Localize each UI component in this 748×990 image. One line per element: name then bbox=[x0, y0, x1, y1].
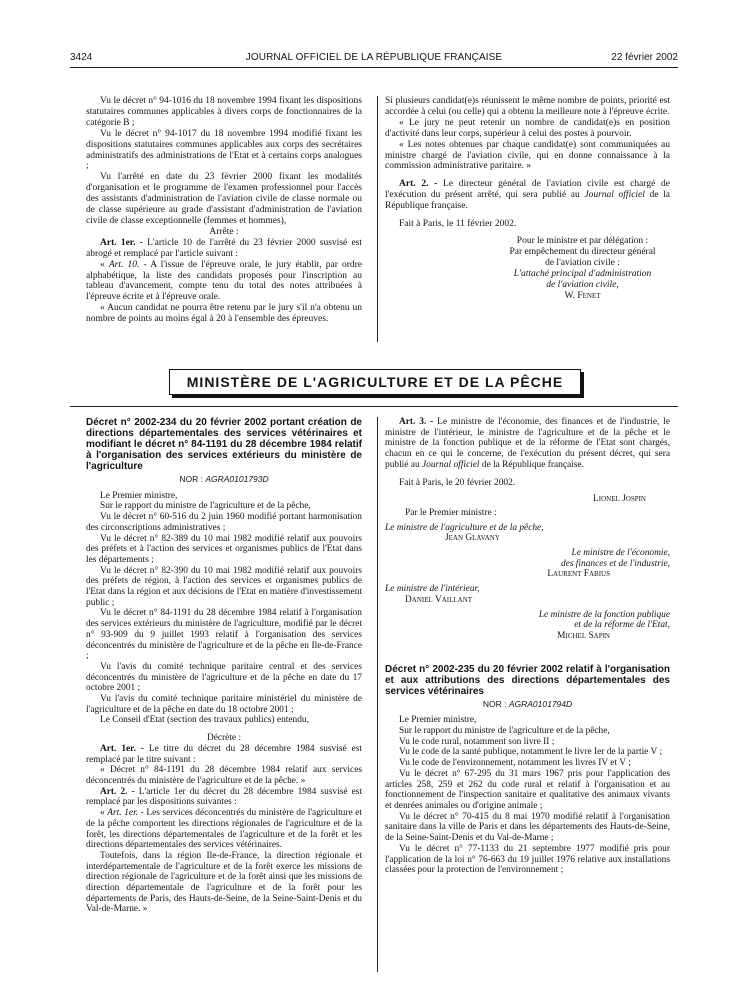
signature-line: Par le Premier ministre : bbox=[405, 507, 497, 518]
decree-1-signatures-column bbox=[385, 417, 670, 876]
paragraph: Si plusieurs candidat(e)s réunissent le même nombre de points, priorité est accordée à celui (ou celle) qui a obtenu la meilleure note à l'épreuve écrite. bbox=[385, 96, 670, 117]
signature-line: Le ministre de l'économie, bbox=[571, 548, 670, 559]
paragraph: Vu le décret n° 82-390 du 10 mai 1982 modifié relatif aux pouvoirs des préfets de région, à l'action des services et organismes publics de l'Etat dans la région et aux décisions de l'Etat en matière d'investissement public ; bbox=[86, 565, 362, 608]
paragraph: Vu le décret n° 84-1191 du 28 décembre 1984 relatif à l'organisation des services extérieurs du ministère de l'agriculture, modifié par le décret n° 93-909 du 9 juillet 1993 relatif à l'organisation des services déconcentrés du ministère de l'agriculture et de la pêche en Ile-de-France ; bbox=[86, 608, 362, 662]
article-1: Art. 1er. - L'article 10 de l'arrêté du 23 février 2000 susvisé est abrogé et remplacé par l'article suivant : bbox=[86, 237, 362, 259]
signature-line: Pour le ministre et par délégation : bbox=[516, 235, 649, 246]
signature-date: Fait à Paris, le 20 février 2002. bbox=[399, 477, 516, 488]
paragraph: « Les notes obtenues par chaque candidat(e) sont communiquées au ministre chargé de l'aviation civile, qui en donne connaissance à la commission administrative paritaire. » bbox=[385, 139, 670, 172]
signatory-name: Lionel Jospin bbox=[593, 494, 646, 505]
signature-line: Le ministre de l'intérieur, bbox=[385, 584, 480, 595]
article-10-quote: « Art. 10. - A l'issue de l'épreuve orale, le jury établit, par ordre alphabétique, la liste des candidats proposés pour l'inscription au tableau d'avancement, compte tenu du total des notes attribuées à l'épreuve écrite et à l'épreuve orale. bbox=[86, 259, 363, 303]
journal-title: JOURNAL OFFICIEL DE LA RÉPUBLIQUE FRANÇAISE bbox=[245, 52, 503, 63]
paragraph: Vu le décret n° 94-1017 du 18 novembre 1994 modifié fixant les dispositions statutaires communes applicables aux corps des secrétaires administratifs des administrations de l'Etat et à certains corps analogues ; bbox=[86, 128, 362, 172]
paragraph: Toutefois, dans la région Ile-de-France, la direction régionale et interdépartementale de l'agriculture et de la forêt exerce les missions de direction régionale de l'agriculture et de la forêt ainsi que les missions de direction départementale de l'agriculture et de la forêt pour les départements de Paris, des Hauts-de-Seine, de la Seine-Saint-Denis et du Val-de-Marne. » bbox=[86, 850, 362, 915]
paragraph: Vu le décret n° 94-1016 du 18 novembre 1994 fixant les dispositions statutaires communes applicables à divers corps de fonctionnaires de la catégorie B ; bbox=[86, 96, 362, 128]
paragraph: Vu le décret n° 82-389 du 10 mai 1982 modifié relatif aux pouvoirs des préfets et à l'action des services et organismes publics de l'Etat dans les départements ; bbox=[86, 533, 362, 565]
paragraph: Vu l'avis du comité technique paritaire ministériel du ministère de l'agriculture et de la pêche en date du 18 octobre 2001 ; bbox=[86, 694, 362, 715]
article-1: Art. 1er. - Le titre du décret du 28 décembre 1984 susvisé est remplacé par le titre suivant : bbox=[86, 743, 362, 765]
article-2: Art. 2. - Le directeur général de l'aviation civile est chargé de l'exécution du présent arrêté, qui sera publié au Journal officiel de la République française. bbox=[385, 179, 670, 212]
signatory-name: Daniel Vaillant bbox=[405, 594, 473, 605]
decree-2-title: Décret n° 2002-235 du 20 février 2002 relatif à l'organisation et aux attributions des directions départementales des services vétérinaires bbox=[385, 663, 670, 697]
decree-1-nor: NOR : AGRA0101793D bbox=[179, 474, 269, 484]
paragraph: Sur le rapport du ministre de l'agriculture et de la pêche, bbox=[399, 726, 610, 737]
article-1-quote: « Art. 1er. - Les services déconcentrés du ministère de l'agriculture et de la pêche comportent les directions régionales de l'agriculture et de la forêt, les directions départementales de l'agriculture et de la forêt et les directions départementales des services vétérinaires. bbox=[86, 808, 363, 851]
signature-line: et de la réforme de l'Etat, bbox=[574, 620, 670, 631]
paragraph: Vu le décret n° 70-415 du 8 mai 1970 modifié relatif à l'organisation sanitaire dans la ville de Paris et dans les départements des Hauts-de-Seine, de la Seine-Saint-Denis et du Val-de-Marne ; bbox=[385, 811, 670, 844]
top-right-column bbox=[385, 96, 670, 301]
signature-line: de l'aviation civile, bbox=[546, 279, 619, 290]
signature-line: des finances et de l'industrie, bbox=[560, 558, 670, 569]
paragraph: Vu le code de la santé publique, notamment le livre Ier de la partie V ; bbox=[399, 747, 663, 758]
decree-1-title: Décret n° 2002-234 du 20 février 2002 portant création de directions départementales des services vétérinaires et modifiant le décret n° 84-1191 du 28 décembre 1984 relatif à l'organisation des services extérieurs du ministère de l'agriculture bbox=[86, 417, 362, 472]
ministry-heading: MINISTÈRE DE L'AGRICULTURE ET DE LA PÊCHE bbox=[169, 369, 581, 395]
paragraph: Vu l'arrêté en date du 23 février 2000 fixant les modalités d'organisation et le programme de l'examen professionnel pour l'accès des assistants d'administration de l'aviation civile de classe normale ou de classe supérieure au grade d'assistant d'administration de l'aviation civile de classe exceptionnelle (femmes et hommes), bbox=[86, 172, 362, 226]
publication-date: 22 février 2002 bbox=[611, 52, 678, 63]
header-rule bbox=[70, 67, 678, 68]
article-3: Art. 3. - Le ministre de l'économie, des finances et de l'industrie, le ministre de l'intérieur, le ministre de l'agriculture et de la pêche et le ministre de la fonction publique et de la réforme de l'Etat sont chargés, chacun en ce qui le concerne, de l'exécution du présent décret, qui sera publié au Journal officiel de la République française. bbox=[385, 417, 670, 470]
paragraph: Vu le décret n° 77-1133 du 21 septembre 1977 modifié pris pour l'application de la loi n° 76-663 du 19 juillet 1976 relative aux installations classées pour la protection de l'environnement ; bbox=[385, 843, 670, 876]
signature-line: de l'aviation civile : bbox=[545, 257, 620, 268]
signature-line: Le ministre de la fonction publique bbox=[538, 609, 670, 620]
paragraph: Vu le code de l'environnement, notamment les livres IV et V ; bbox=[399, 758, 631, 769]
signature-line: Le ministre de l'agriculture et de la pêche, bbox=[385, 522, 544, 533]
signatory-name: Laurent Fabius bbox=[547, 569, 610, 580]
paragraph: Vu le code rural, notamment son livre II ; bbox=[399, 736, 555, 747]
paragraph: Le Premier ministre, bbox=[399, 715, 477, 726]
decree-2-nor: NOR : AGRA0101794D bbox=[482, 698, 573, 709]
paragraph: Le Conseil d'Etat (section des travaux publics) entendu, bbox=[100, 715, 309, 726]
signature-block bbox=[495, 236, 670, 301]
paragraph: Le Premier ministre, bbox=[100, 490, 178, 501]
paragraph: Vu le décret n° 60-516 du 2 juin 1960 modifié portant harmonisation des circonscriptions administratives ; bbox=[86, 512, 362, 533]
section-rule bbox=[70, 406, 678, 407]
signature-line: L'attaché principal d'administration bbox=[513, 268, 652, 279]
paragraph: Vu le décret n° 67-295 du 31 mars 1967 pris pour l'application des articles 258, 259 et 262 du code rural et relatif à l'organisation et au fonctionnement de l'inspection sanitaire et qualitative des animaux vivants et denrées animales ou d'origine animale ; bbox=[385, 768, 670, 811]
signature-line: Par empêchement du directeur général bbox=[509, 246, 656, 257]
arrete-heading: Arrête : bbox=[209, 226, 239, 237]
article-2: Art. 2. - L'article 1er du décret du 28 décembre 1984 susvisé est remplacé par les dispositions suivantes : bbox=[86, 786, 362, 808]
page-number: 3424 bbox=[70, 52, 93, 63]
signatory-name: W. Fenet bbox=[564, 290, 601, 301]
signatory-name: Michel Sapin bbox=[557, 630, 610, 641]
paragraph: « Le jury ne peut retenir un nombre de candidat(e)s en position d'activité dans leur corps, supérieur à celui des postes à pourvoir. bbox=[385, 117, 670, 139]
paragraph: « Aucun candidat ne pourra être retenu par le jury s'il n'a obtenu un nombre de points au moins égal à 20 à l'ensemble des épreuves. bbox=[86, 303, 362, 325]
signatory-name: Jean Glavany bbox=[445, 533, 500, 544]
decrete-heading: Décrète : bbox=[206, 733, 242, 744]
paragraph: Vu l'avis du comité technique paritaire central et des services déconcentrés du ministère de l'agriculture et de la pêche en date du 17 octobre 2001 ; bbox=[86, 661, 362, 694]
decree-1-column bbox=[86, 417, 362, 915]
page-header bbox=[70, 52, 678, 66]
paragraph: « Décret n° 84-1191 du 28 décembre 1984 relatif aux services déconcentrés du ministère de l'agriculture et de la pêche. » bbox=[86, 765, 362, 786]
column-divider bbox=[377, 96, 378, 342]
top-left-column bbox=[86, 96, 362, 325]
signature-date: Fait à Paris, le 11 février 2002. bbox=[399, 219, 517, 230]
column-divider bbox=[377, 417, 378, 972]
paragraph: Sur le rapport du ministre de l'agriculture et de la pêche, bbox=[100, 501, 311, 512]
